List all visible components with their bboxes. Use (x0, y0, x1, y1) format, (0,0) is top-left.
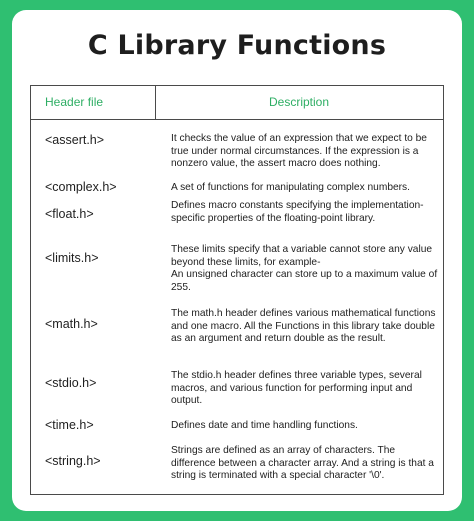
table-row-description: These limits specify that a variable cannot store any value beyond these limits, for example- An unsigned character can store up to a maximum value of 255. (171, 244, 438, 293)
table-row-file: <complex.h> (45, 180, 117, 194)
table-row-description: The stdio.h header defines three variable types, several macros, and various function for performing input and output. (171, 370, 422, 407)
table-row-description: Strings are defined as an array of characters. The difference between a character array. And a string is that a string is terminated with a special character '\0'. (171, 445, 434, 482)
table-row-file: <math.h> (45, 317, 98, 331)
table-header-row (31, 86, 443, 120)
table-row-description: It checks the value of an expression that we expect to be true under normal circumstances. If the expression is a nonzero value, the assert macro does nothing. (171, 133, 427, 170)
table-row-file: <float.h> (45, 207, 94, 221)
description-column-label: Description (268, 95, 330, 109)
table-row-file: <stdio.h> (45, 376, 97, 390)
page-title: C Library Functions (87, 30, 387, 61)
header-file-column-label: Header file (45, 95, 104, 109)
table-row-file: <limits.h> (45, 251, 99, 265)
card (12, 10, 462, 511)
table-row-description: Defines date and time handling functions. (171, 420, 358, 431)
table-row-description: A set of functions for manipulating complex numbers. (171, 182, 410, 193)
table-row-file: <string.h> (45, 454, 101, 468)
table-row-description: Defines macro constants specifying the implementation-specific properties of the floating-point library. (171, 200, 424, 224)
table-row-file: <time.h> (45, 418, 94, 432)
table-row-description: The math.h header defines various mathematical functions and one macro. All the Functions in this library take double as an argument and return double as the result. (171, 308, 436, 345)
table-row-file: <assert.h> (45, 133, 105, 147)
library-table (30, 85, 444, 495)
